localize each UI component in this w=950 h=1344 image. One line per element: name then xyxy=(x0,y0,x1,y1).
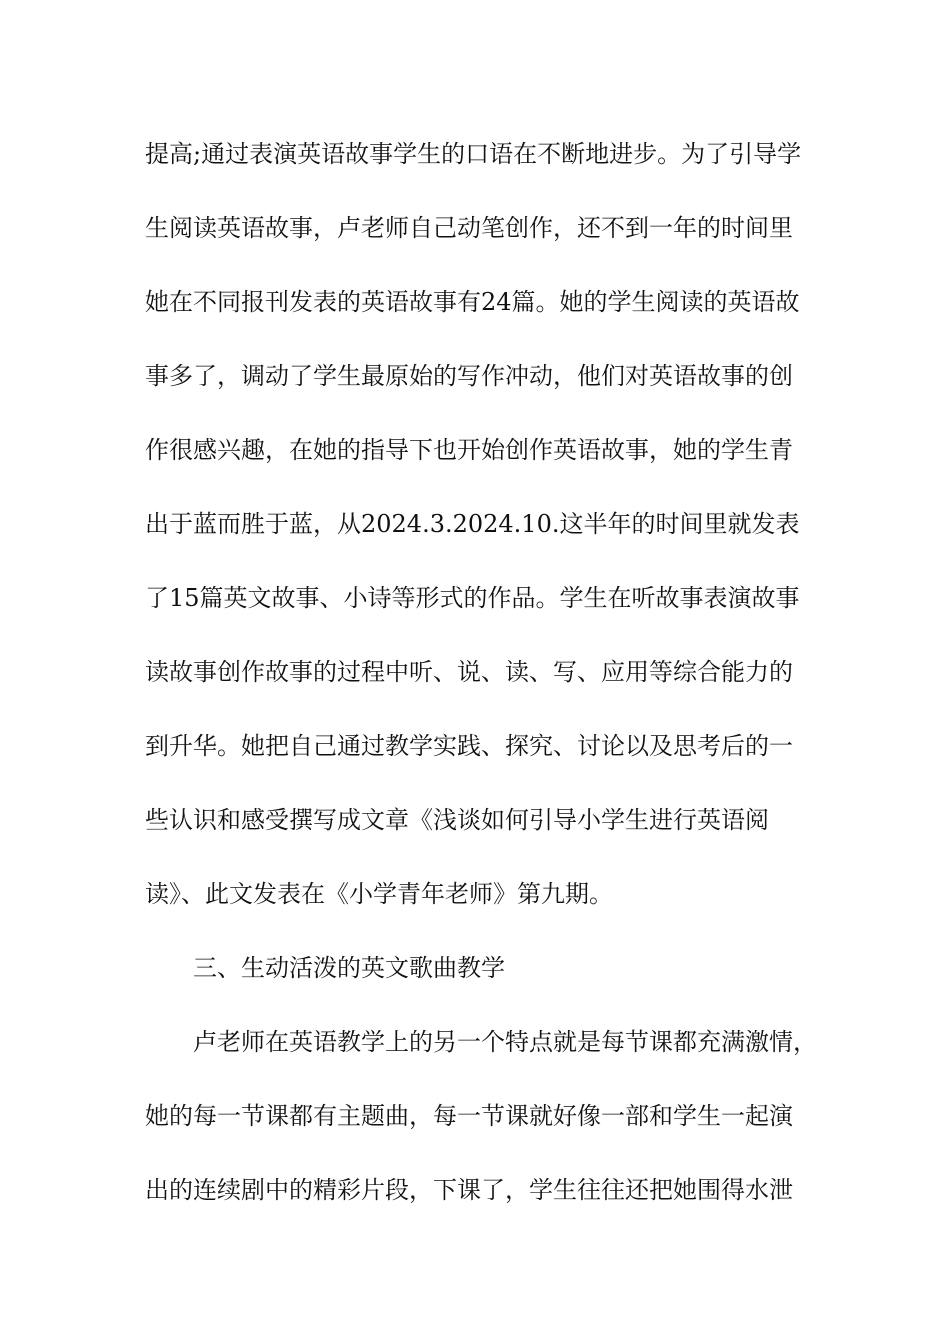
text-line: 她的每一节课都有主题曲，每一节课就好像一部和学生一起演 xyxy=(145,1102,793,1130)
text-line: 出于蓝而胜于蓝，从2024.3.2024.10.这半年的时间里就发表 xyxy=(145,510,800,538)
text-line: 她在不同报刊发表的英语故事有24篇。她的学生阅读的英语故 xyxy=(145,288,800,316)
section-heading: 三、生动活泼的英文歌曲教学 xyxy=(193,954,505,982)
text-line: 作很感兴趣，在她的指导下也开始创作英语故事，她的学生青 xyxy=(145,436,793,464)
text-line: 到升华。她把自己通过教学实践、探究、讨论以及思考后的一 xyxy=(145,732,793,760)
body-text xyxy=(145,130,817,1240)
text-line: 事多了，调动了学生最原始的写作冲动，他们对英语故事的创 xyxy=(145,362,793,390)
text-line: 生阅读英语故事，卢老师自己动笔创作，还不到一年的时间里 xyxy=(145,214,793,242)
text-line: 卢老师在英语教学上的另一个特点就是每节课都充满激情， xyxy=(193,1028,817,1056)
text-line: 读》、此文发表在《小学青年老师》第九期。 xyxy=(145,880,613,908)
text-line: 了15篇英文故事、小诗等形式的作品。学生在听故事表演故事 xyxy=(145,584,800,612)
text-line: 读故事创作故事的过程中听、说、读、写、应用等综合能力的 xyxy=(145,658,793,686)
text-line: 些认识和感受撰写成文章《浅谈如何引导小学生进行英语阅 xyxy=(145,806,769,834)
text-line: 提高;通过表演英语故事学生的口语在不断地进步。为了引导学 xyxy=(145,140,802,168)
text-line: 出的连续剧中的精彩片段，下课了，学生往往还把她围得水泄 xyxy=(145,1176,793,1204)
